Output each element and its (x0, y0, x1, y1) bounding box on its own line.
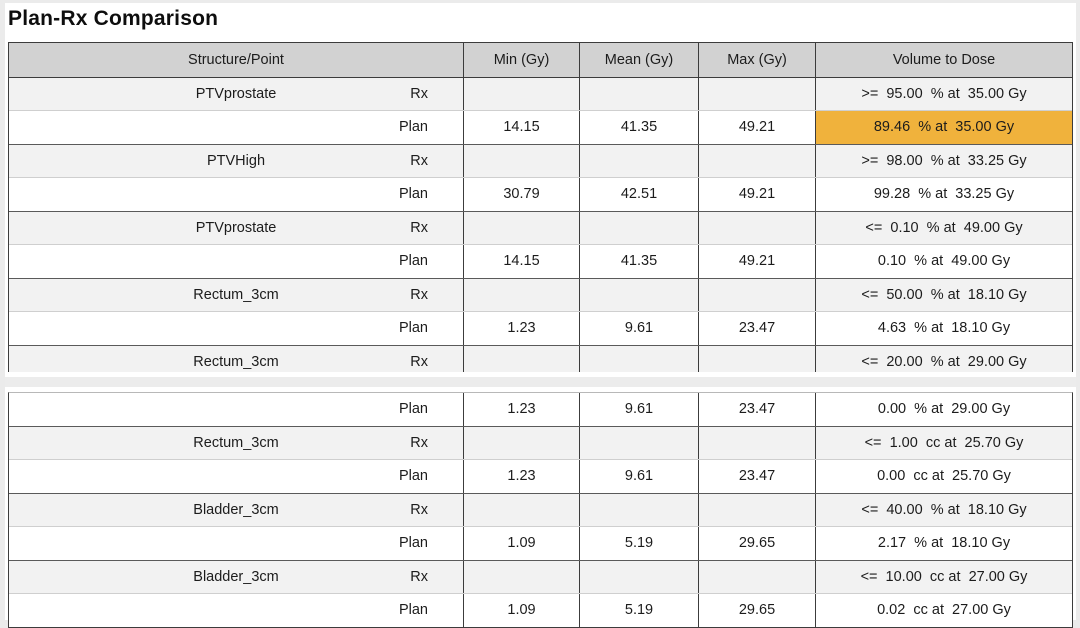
max-cell (698, 279, 815, 312)
max-cell (698, 561, 815, 594)
volume-cell: <= 1.00 cc at 25.70 Gy (815, 427, 1072, 460)
page-break-stripe (5, 377, 1076, 387)
mean-cell: 41.35 (579, 111, 698, 144)
max-cell (698, 494, 815, 527)
mean-cell: 9.61 (579, 312, 698, 345)
structure-name: PTVprostate (195, 219, 277, 236)
table-row-plan (9, 110, 1072, 144)
structure-name: PTVHigh (206, 152, 266, 169)
row-type-label: Rx (410, 286, 428, 303)
structure-name: Rectum_3cm (193, 286, 279, 303)
min-cell: 1.23 (463, 393, 579, 426)
row-type-label: Plan (398, 253, 428, 270)
col-header-min: Min (Gy) (463, 43, 579, 77)
table-row-rx (9, 493, 1072, 527)
max-cell: 29.65 (698, 594, 815, 627)
mean-cell (579, 427, 698, 460)
table-row-plan (9, 593, 1072, 627)
row-type-label: Rx (410, 219, 428, 236)
min-cell (463, 561, 579, 594)
row-type-label: Plan (398, 535, 428, 552)
volume-cell: >= 95.00 % at 35.00 Gy (815, 78, 1072, 111)
mean-cell (579, 78, 698, 111)
highlighted-cell: 89.46 % at 35.00 Gy (815, 111, 1072, 144)
mean-cell: 5.19 (579, 527, 698, 560)
table-row-rx (9, 144, 1072, 178)
row-type-label: Plan (398, 468, 428, 485)
table-row-plan (9, 177, 1072, 211)
table-row-rx (9, 78, 1072, 111)
volume-cell: 99.28 % at 33.25 Gy (815, 178, 1072, 211)
volume-cell: 2.17 % at 18.10 Gy (815, 527, 1072, 560)
table-row-rx (9, 211, 1072, 245)
max-cell (698, 78, 815, 111)
row-type-label: Rx (410, 85, 428, 102)
volume-cell: <= 10.00 cc at 27.00 Gy (815, 561, 1072, 594)
min-cell: 14.15 (463, 245, 579, 278)
structure-name: Bladder_3cm (193, 501, 279, 518)
structure-name: Rectum_3cm (193, 434, 279, 451)
mean-cell (579, 145, 698, 178)
col-header-structure-point: Structure/Point (188, 51, 284, 68)
volume-cell: <= 20.00 % at 29.00 Gy (815, 346, 1072, 379)
table-row-plan (9, 311, 1072, 345)
table-row-plan (9, 526, 1072, 560)
max-cell (698, 145, 815, 178)
table-row-rx (9, 560, 1072, 594)
max-cell: 49.21 (698, 178, 815, 211)
max-cell (698, 427, 815, 460)
row-type-label: Rx (410, 434, 428, 451)
mean-cell (579, 561, 698, 594)
max-cell: 23.47 (698, 393, 815, 426)
structure-name: PTVprostate (195, 85, 277, 102)
report-page (5, 3, 1076, 620)
mean-cell: 9.61 (579, 393, 698, 426)
max-cell: 49.21 (698, 245, 815, 278)
max-cell: 49.21 (698, 111, 815, 144)
plan-rx-table-section-1 (8, 42, 1073, 379)
row-type-label: Plan (398, 320, 428, 337)
volume-cell: 0.00 % at 29.00 Gy (815, 393, 1072, 426)
mean-cell: 5.19 (579, 594, 698, 627)
row-type-label: Plan (398, 401, 428, 418)
volume-cell: <= 0.10 % at 49.00 Gy (815, 212, 1072, 245)
min-cell: 1.09 (463, 527, 579, 560)
table-row-rx (9, 278, 1072, 312)
volume-cell: <= 50.00 % at 18.10 Gy (815, 279, 1072, 312)
min-cell (463, 78, 579, 111)
col-header-volume-to-dose: Volume to Dose (815, 43, 1072, 77)
row-type-label: Rx (410, 568, 428, 585)
structure-name: Rectum_3cm (193, 353, 279, 370)
min-cell (463, 427, 579, 460)
min-cell: 1.23 (463, 460, 579, 493)
mean-cell (579, 212, 698, 245)
mean-cell: 41.35 (579, 245, 698, 278)
max-cell: 29.65 (698, 527, 815, 560)
min-cell: 1.23 (463, 312, 579, 345)
min-cell: 1.09 (463, 594, 579, 627)
min-cell (463, 145, 579, 178)
min-cell (463, 212, 579, 245)
table-row-plan (9, 244, 1072, 278)
max-cell (698, 212, 815, 245)
volume-cell: 0.10 % at 49.00 Gy (815, 245, 1072, 278)
volume-cell: 4.63 % at 18.10 Gy (815, 312, 1072, 345)
row-type-label: Plan (398, 602, 428, 619)
min-cell (463, 279, 579, 312)
table-row-plan (9, 459, 1072, 493)
row-type-label: Plan (398, 119, 428, 136)
table-row-plan (9, 393, 1072, 426)
row-type-label: Rx (410, 353, 428, 370)
table-row-rx (9, 426, 1072, 460)
mean-cell (579, 279, 698, 312)
max-cell: 23.47 (698, 312, 815, 345)
mean-cell: 42.51 (579, 178, 698, 211)
table-header-row (9, 43, 1072, 78)
min-cell: 30.79 (463, 178, 579, 211)
structure-name: Bladder_3cm (193, 568, 279, 585)
volume-cell: 0.02 cc at 27.00 Gy (815, 594, 1072, 627)
page-break-gap (5, 372, 1076, 392)
page-title: Plan-Rx Comparison (8, 7, 219, 30)
mean-cell: 9.61 (579, 460, 698, 493)
volume-cell: <= 40.00 % at 18.10 Gy (815, 494, 1072, 527)
min-cell: 14.15 (463, 111, 579, 144)
row-type-label: Rx (410, 501, 428, 518)
volume-cell: >= 98.00 % at 33.25 Gy (815, 145, 1072, 178)
mean-cell (579, 494, 698, 527)
col-header-mean: Mean (Gy) (579, 43, 698, 77)
plan-rx-table-section-2 (8, 392, 1073, 628)
row-type-label: Plan (398, 186, 428, 203)
min-cell (463, 494, 579, 527)
row-type-label: Rx (410, 152, 428, 169)
volume-cell: 0.00 cc at 25.70 Gy (815, 460, 1072, 493)
max-cell: 23.47 (698, 460, 815, 493)
col-header-max: Max (Gy) (698, 43, 815, 77)
